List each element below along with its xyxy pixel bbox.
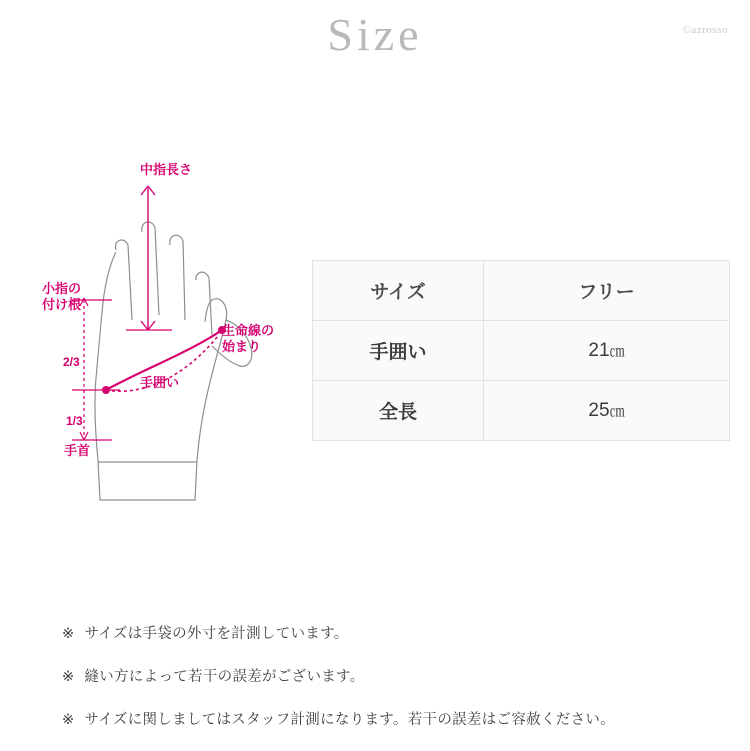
note-text: サイズは手袋の外寸を計測しています。 (84, 626, 349, 642)
glove-illustration-svg (20, 140, 320, 540)
table-cell-label: サイズ (313, 261, 484, 321)
brand-watermark: ©azrosso (682, 24, 728, 36)
table-cell-value (484, 381, 730, 441)
value-unit: ㎝ (609, 402, 625, 420)
label-pinky-base: 小指の 付け根 (42, 281, 82, 313)
notes-list (62, 622, 702, 751)
table-row (313, 381, 730, 441)
note-item (62, 622, 702, 643)
value-text: 21 (588, 339, 610, 361)
table-cell-value: フリー (484, 261, 730, 321)
note-item (62, 665, 702, 686)
note-mark: ※ (62, 712, 75, 728)
label-middle-finger-length: 中指長さ (140, 162, 193, 177)
page-title: Size (327, 9, 423, 60)
label-ratio-two-thirds: 2/3 (63, 355, 80, 369)
label-life-line-start: 生命線の 始まり (222, 323, 275, 355)
size-table (312, 260, 730, 441)
label-wrist: 手首 (64, 443, 91, 458)
note-mark: ※ (62, 669, 75, 685)
table-row (313, 261, 730, 321)
note-item (62, 708, 702, 729)
label-ratio-one-third: 1/3 (66, 414, 83, 428)
glove-diagram (20, 140, 320, 540)
value-text: 25 (588, 399, 610, 421)
note-mark: ※ (62, 626, 75, 642)
note-text: 縫い方によって若干の誤差がございます。 (84, 669, 365, 685)
table-cell-value (484, 321, 730, 381)
label-hand-around: 手囲い (140, 375, 180, 390)
table-cell-label: 全長 (313, 381, 484, 441)
value-unit: ㎝ (609, 342, 625, 360)
table-row (313, 321, 730, 381)
table-cell-label: 手囲い (313, 321, 484, 381)
note-text: サイズに関しましてはスタッフ計測になります。若干の誤差はご容赦ください。 (84, 712, 615, 728)
